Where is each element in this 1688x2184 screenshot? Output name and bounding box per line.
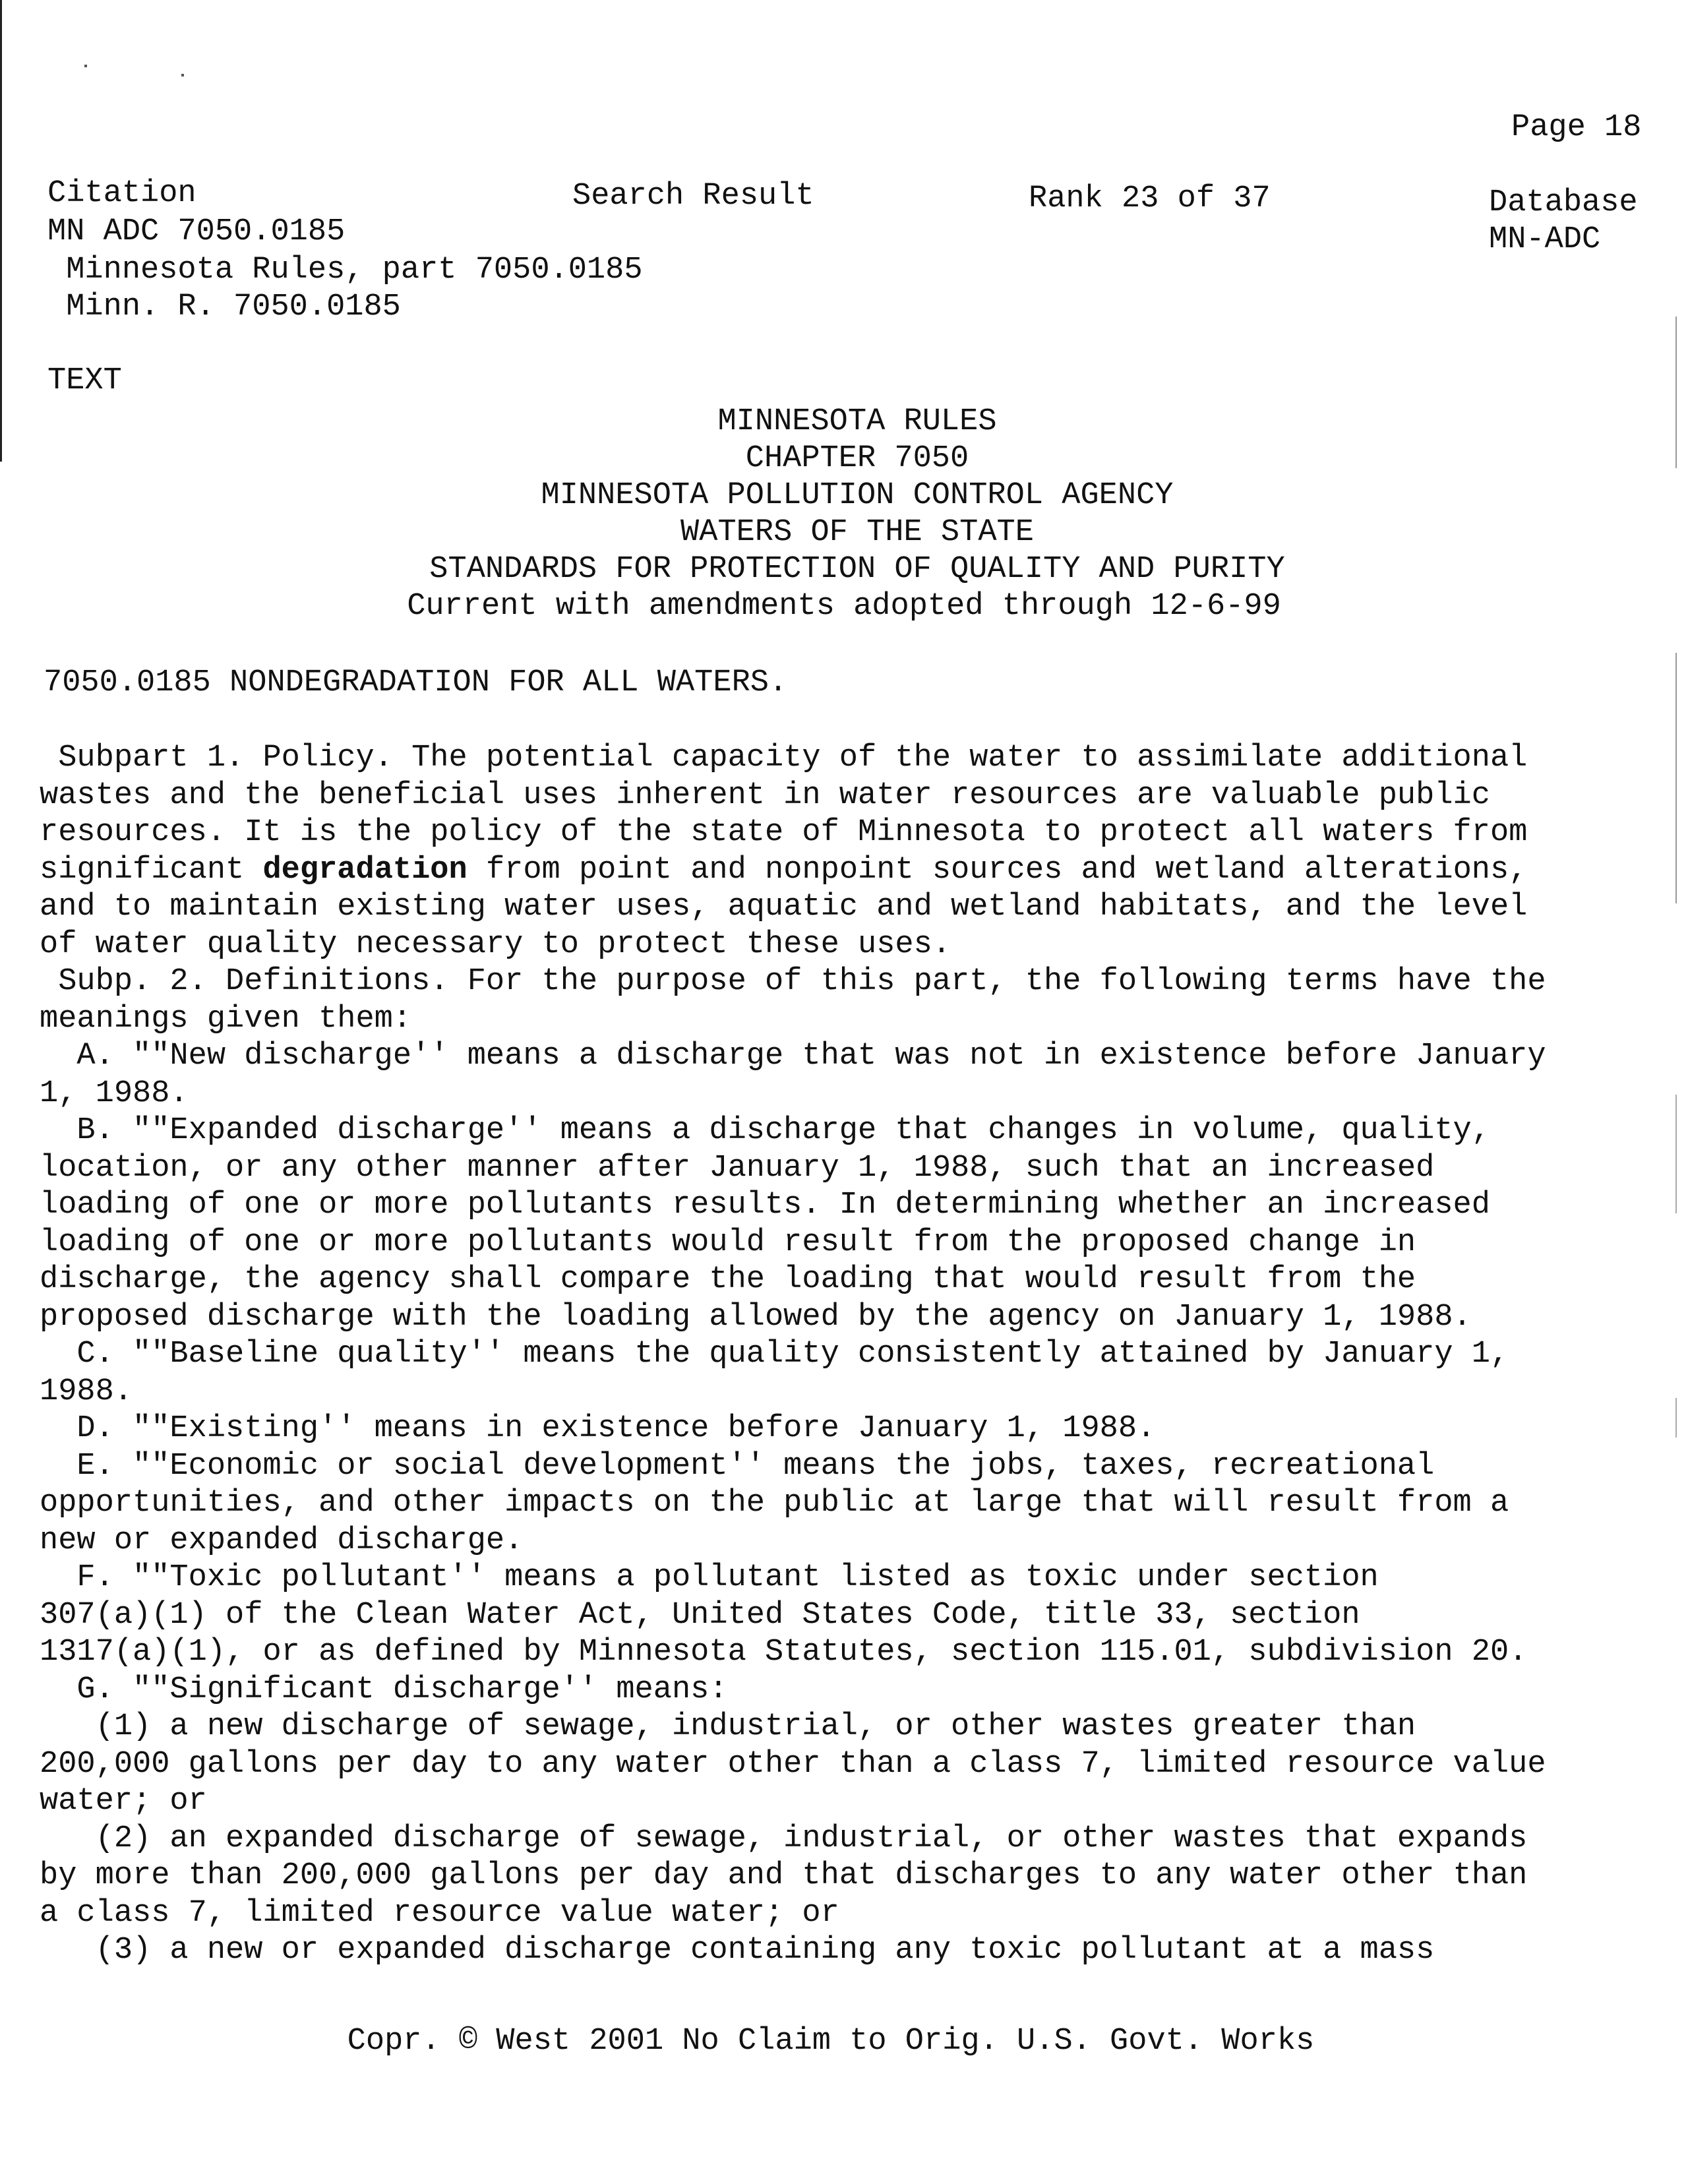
title-line: WATERS OF THE STATE <box>680 515 1034 550</box>
scan-speck <box>84 65 87 67</box>
definition-d: D. ""Existing'' means in existence before January 1, 1988. <box>40 1411 1156 1446</box>
citation-label: Citation <box>47 176 196 211</box>
definition-e: E. ""Economic or social development'' means the jobs, taxes, recreational opportunities, and other impacts on the public at large that will result from a new or expanded discharge. <box>40 1448 1509 1558</box>
definition-b: B. ""Expanded discharge'' means a discharge that changes in volume, quality, location, or any other manner after January 1, 1988, such that an increased loading of one or more pollutants results. In determining whether an increased loading of one or more pollutants would result from the proposed change in discharge, the agency shall compare the loading that would result from the proposed discharge with the loading allowed by the agency on January 1, 1988. <box>40 1113 1490 1335</box>
database-value: MN-ADC <box>1489 222 1601 257</box>
highlighted-term: degradation <box>262 852 467 888</box>
title-line: CHAPTER 7050 <box>745 441 969 476</box>
text-label: TEXT <box>47 363 122 398</box>
database-label: Database <box>1489 185 1638 220</box>
page-number: Page 18 <box>1511 110 1642 145</box>
scan-speck <box>1675 1398 1677 1438</box>
title-line: Current with amendments adopted through 12-6-99 <box>407 589 1281 624</box>
definition-f: F. ""Toxic pollutant'' means a pollutant listed as toxic under section 307(a)(1) of the Clean Water Act, United States Code, title 33, section 1317(a)(1), or as defined by Minnesota Statutes, section 115.01, subdivision 20. <box>40 1560 1528 1670</box>
citation-line: Minn. R. 7050.0185 <box>47 289 401 324</box>
section-heading: 7050.0185 NONDEGRADATION FOR ALL WATERS. <box>44 665 788 700</box>
scan-speck <box>1675 1095 1677 1213</box>
definition-g-3: (3) a new or expanded discharge containing any toxic pollutant at a mass <box>40 1933 1435 1968</box>
definition-g-1: (1) a new discharge of sewage, industrial, or other wastes greater than 200,000 gallons per day to any water other than a class 7, limited resource value water; or <box>40 1709 1546 1819</box>
title-line: STANDARDS FOR PROTECTION OF QUALITY AND PURITY <box>429 552 1285 587</box>
copyright-footer: Copr. © West 2001 No Claim to Orig. U.S. Govt. Works <box>347 2024 1315 2059</box>
definition-a: A. ""New discharge'' means a discharge that was not in existence before January 1, 1988. <box>40 1039 1546 1111</box>
title-line: MINNESOTA POLLUTION CONTROL AGENCY <box>541 478 1174 513</box>
definition-g-2: (2) an expanded discharge of sewage, industrial, or other wastes that expands by more than 200,000 gallons per day and that discharges to any water other than a class 7, limited resource value water; or <box>40 1821 1528 1931</box>
subpart-1-policy <box>40 740 1662 963</box>
title-line: MINNESOTA RULES <box>717 404 997 439</box>
scan-speck <box>181 74 184 76</box>
policy-text-end: from point and nonpoint sources and wetland alterations, and to maintain existing water uses, aquatic and wetland habitats, and the level of water quality necessary to protect these uses. <box>40 852 1528 962</box>
search-result-label: Search Result <box>572 179 814 214</box>
citation-line: MN ADC 7050.0185 <box>47 214 346 249</box>
subpart-2-definitions: Subp. 2. Definitions. For the purpose of this part, the following terms have the meanings given them: <box>40 964 1546 1037</box>
scan-speck <box>1675 653 1677 903</box>
scan-margin-line <box>0 0 2 462</box>
citation-line: Minnesota Rules, part 7050.0185 <box>47 253 643 288</box>
document-body <box>40 740 1662 1970</box>
definition-c: C. ""Baseline quality'' means the quality consistently attained by January 1, 1988. <box>40 1337 1509 1409</box>
rank-label: Rank 23 of 37 <box>1029 181 1271 216</box>
policy-text-start: Subpart 1. Policy. The potential capacity of the water to assimilate additional wastes and the beneficial uses inherent in water resources are valuable public resources. It is the policy of the state of Minnesota to protect all waters from significant <box>40 741 1528 888</box>
definition-g: G. ""Significant discharge'' means: <box>40 1672 728 1707</box>
